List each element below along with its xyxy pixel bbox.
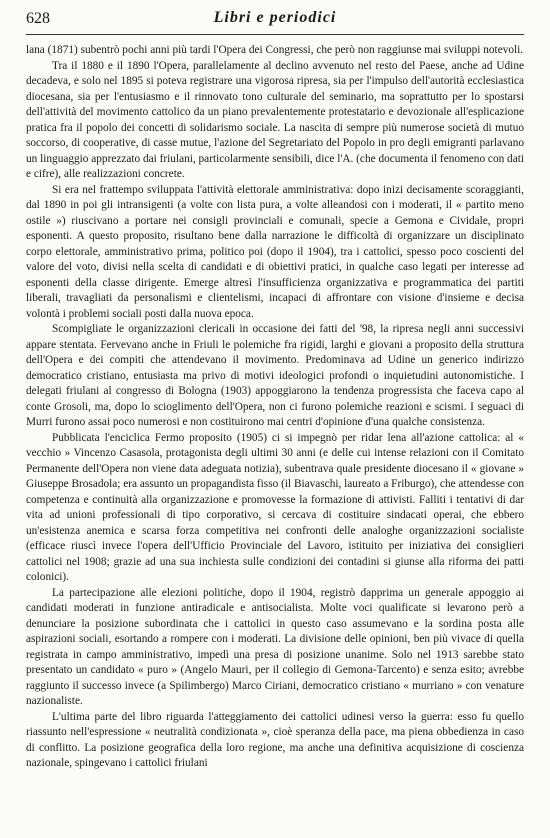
paragraph: Scompigliate le organizzazioni clericali in occasione dei fatti del '98, la ripresa negli anni successivi appare stentata. Fervevano anche in Friuli le polemiche fra rigidi, larghi e giovani a proposito della struttura dell'Opera e dei compiti che attendevano il movimento. Predominava ad Udine un generico indirizzo democratico cristiano, entusiasta ma privo di motivi ideologici profondi o inquietudini autonomistiche. I delegati friulani al congresso di Bologna (1903) appoggiarono la tendenza progressista che faceva capo al conte Grosoli, ma, dopo lo scioglimento dell'Opera, non ci furono polemiche reazioni e scismi. I seguaci di Murri furono assai poco numerosi e non costituirono mai centri d'opinione d'una qualche consistenza. <box>26 323 524 428</box>
paragraph: L'ultima parte del libro riguarda l'atteggiamento dei cattolici udinesi verso la guerra: esso fu quello riassunto nell'espressione « neutralità condizionata », cioè speranza della pace, ma piena obbedienza in caso di conflitto. La posizione geografica della loro regione, ma anche una definitiva acquisizione di coscienza nazionale, spingevano i cattolici friulani <box>26 710 524 769</box>
paragraph: Tra il 1880 e il 1890 l'Opera, parallelamente al declino avvenuto nel resto del Paese, anche ad Udine decadeva, e solo nel 1895 si poteva registrare una vigorosa ripresa, sia per l'impulso dell'autorità ecclesiastica diocesana, sia per l'entusiasmo e il rinnovato tono culturale del seminario, ma soprattutto per lo spostarsi dell'attività del movimento cattolico da un piano prevalentemente protestatario e devozionale all'esplicazione pratica fra il popolo dei concetti di solidarismo sociale. La nascita di sempre più numerose società di mutuo soccorso, di cooperative, di casse mutue, l'azione del Segretariato del Popolo in pro degli emigranti parlavano un linguaggio apprezzato dai friulani, particolarmente sensibili, dice l'A. (che documenta il fenomeno con dati e cifre), alle realizzazioni concrete. <box>26 59 524 180</box>
body-text <box>26 43 524 772</box>
paragraph: Si era nel frattempo sviluppata l'attività elettorale amministrativa: dopo inizi decisamente scoraggianti, dal 1890 in poi gli intransigenti (a volte con lista pura, a volte alleandosi con i moderati, il « partito meno ostile ») riuscivano a portare nei consigli provinciali e comunali, specie a Gemona e Cividale, propri esponenti. A questo proposito, risultano bene dalla narrazione le difficoltà di organizzare un disciplinato corpo elettorale, amministrativo prima, politico poi (dopo il 1904), tra i cattolici, spesso poco coscienti del valore del voto, divisi nella scelta di candidati e di obiettivi pratici, in qualche caso legati per interesse ad esponenti della classe dirigente. Emerge altresì l'insufficienza organizzativa e programmatica dei partiti liberali, travagliati da personalismi e clientelismi, incapaci di affrontare con visione d'insieme e decisa volontà i problemi sociali posti dalla nuova epoca. <box>26 183 524 320</box>
paragraph: Pubblicata l'enciclica Fermo proposito (1905) ci si impegnò per ridar lena all'azione cattolica: al « vecchio » Vincenzo Casasola, protagonista degli ultimi 30 anni (e delle cui intense relazioni con il Comitato Permanente dell'Opera non viene data adeguata notizia), subentrava quale presidente diocesano il « giovane » Giuseppe Brosadola; era assunto un propagandista fisso (il Biavaschi, laureato a Friburgo), che attendesse con competenza e continuità alla organizzazione e promovesse la formazione di attivisti. Falliti i tentativi di dar vita ad unioni professionali di tipo corporativo, si cercava di costituire sindacati operai, che ebbero un'esistenza anemica e scarsa forza competitiva nei confronti delle analoghe organizzazioni socialiste (efficace riuscì invece l'opera dell'Ufficio Provinciale del Lavoro, istituito per iniziativa dei consiglieri cattolici nel 1908; grazie ad una sua inchiesta sulle condizioni dei contadini si giunse alla riforma dei patti colonici). <box>26 431 524 583</box>
page-header <box>26 8 524 35</box>
paragraph: lana (1871) subentrò pochi anni più tardi l'Opera dei Congressi, che però non raggiunse mai sviluppi notevoli. <box>26 44 524 56</box>
paragraph: La partecipazione alle elezioni politiche, dopo il 1904, registrò dapprima un generale appoggio ai candidati moderati in funzione antiradicale e antisocialista. Molte voci qualificate si levarono però a denunciare la posizione subordinata che i cattolici in questo caso assumevano e la sordina posta alle aspirazioni sociali, esortando a rompere con i moderati. La divisione delle opinioni, ben più vivace di quella registrata in campo amministrativo, impedì una presa di posizione unanime. Solo nel 1913 sarebbe stato presentato un candidato « puro » (Angelo Mauri, per il collegio di Gemona-Tarcento) e senza esito; avrebbe raggiunto il successo invece (a Spilimbergo) Marco Ciriani, democratico cristiano « murriano » con venature nazionaliste. <box>26 586 524 707</box>
running-title: Libri e periodici <box>213 9 337 26</box>
document-page <box>0 8 550 838</box>
page-number: 628 <box>26 10 50 27</box>
